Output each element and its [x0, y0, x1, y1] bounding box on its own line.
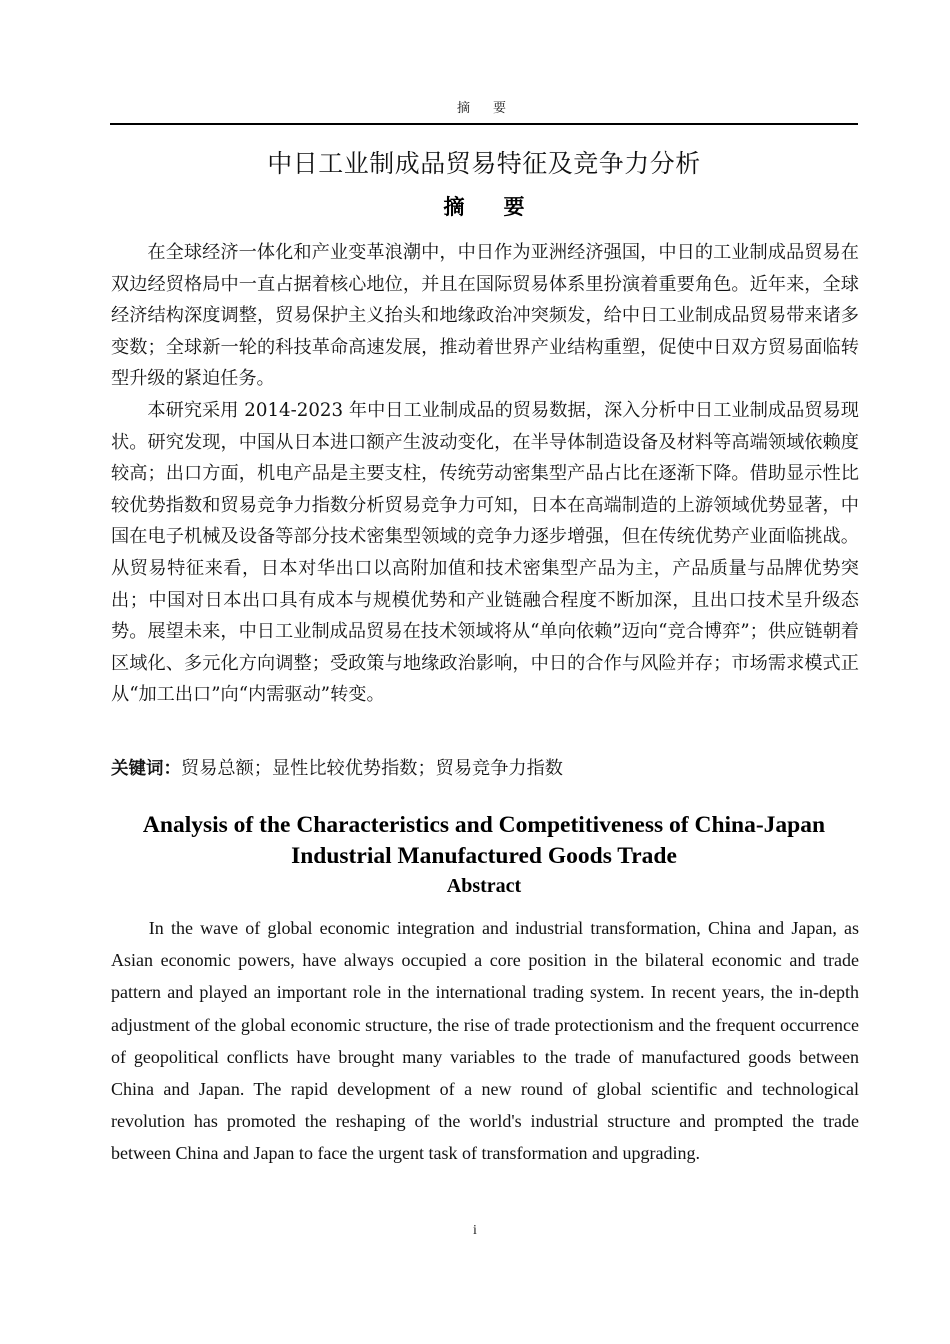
paragraph: 在全球经济一体化和产业变革浪潮中，中日作为亚洲经济强国，中日的工业制成品贸易在双边经贸格局中一直占据着核心地位，并且在国际贸易体系里扮演着重要角色。近年来，全球经济结构深度调整，贸易保护主义抬头和地缘政治冲突频发，给中日工业制成品贸易带来诸多变数；全球新一轮的科技革命高速发展，推动着世界产业结构重塑，促使中日双方贸易面临转型升级的紧迫任务。 — [111, 242, 859, 390]
running-header — [110, 100, 858, 125]
page-title-chinese: 中日工业制成品贸易特征及竞争力分析 — [267, 149, 701, 178]
keywords-value: 贸易总额；显性比较优势指数；贸易竞争力指数 — [181, 758, 563, 779]
abstract-body-chinese — [111, 237, 859, 711]
english-title-line-2: Industrial Manufactured Goods Trade — [291, 843, 677, 869]
keywords-label: 关键词： — [111, 759, 181, 779]
english-title-line-1: Analysis of the Characteristics and Competitiveness of China-Japan — [142, 812, 826, 838]
keywords-line — [111, 754, 859, 784]
abstract-heading-english: Abstract — [446, 875, 522, 897]
header-divider-rule — [110, 123, 858, 125]
paragraph: 本研究采用 2014-2023 年中日工业制成品的贸易数据，深入分析中日工业制成品贸易现状。研究发现，中国从日本进口额产生波动变化，在半导体制造设备及材料等高端领域依赖度较高；出口方面，机电产品是主要支柱，传统劳动密集型产品占比在逐渐下降。借助显示性比较优势指数和贸易竞争力指数分析贸易竞争力可知，日本在高端制造的上游领域优势显著，中国在电子机械及设备等部分技术密集型领域的竞争力逐步增强，但在传统优势产业面临挑战。从贸易特征来看，日本对华出口以高附加值和技术密集型产品为主，产品质量与品牌优势突出；中国对日本出口具有成本与规模优势和产业链融合程度不断加深，且出口技术呈升级态势。展望未来，中日工业制成品贸易在技术领域将从“单向依赖”迈向“竞合博弈”；供应链朝着区域化、多元化方向调整；受政策与地缘政治影响，中日的合作与风险并存；市场需求模式正从“加工出口”向“内需驱动”转变。 — [111, 399, 859, 706]
running-header-text: 摘 要 — [456, 100, 511, 115]
abstract-body-english — [111, 912, 859, 1170]
page-title-english — [110, 810, 858, 872]
abstract-heading-chinese: 摘 要 — [443, 195, 534, 219]
paragraph: In the wave of global economic integration and industrial transformation, China and Japan, as Asian economic powers, have always occupied a core position in the bilateral economic and trade pattern and played an important role in the international trading system. In recent years, the in-depth adjustment of the global economic structure, the rise of trade protectionism and the frequent occurrence of geopolitical conflicts have brought many variables to the trade of manufactured goods between China and Japan. The rapid development of a new round of global scientific and technological revolution has promoted the reshaping of the world's industrial structure and prompted the trade between China and Japan to face the urgent task of transformation and upgrading. — [111, 918, 859, 1164]
page-number: i — [473, 1223, 477, 1238]
